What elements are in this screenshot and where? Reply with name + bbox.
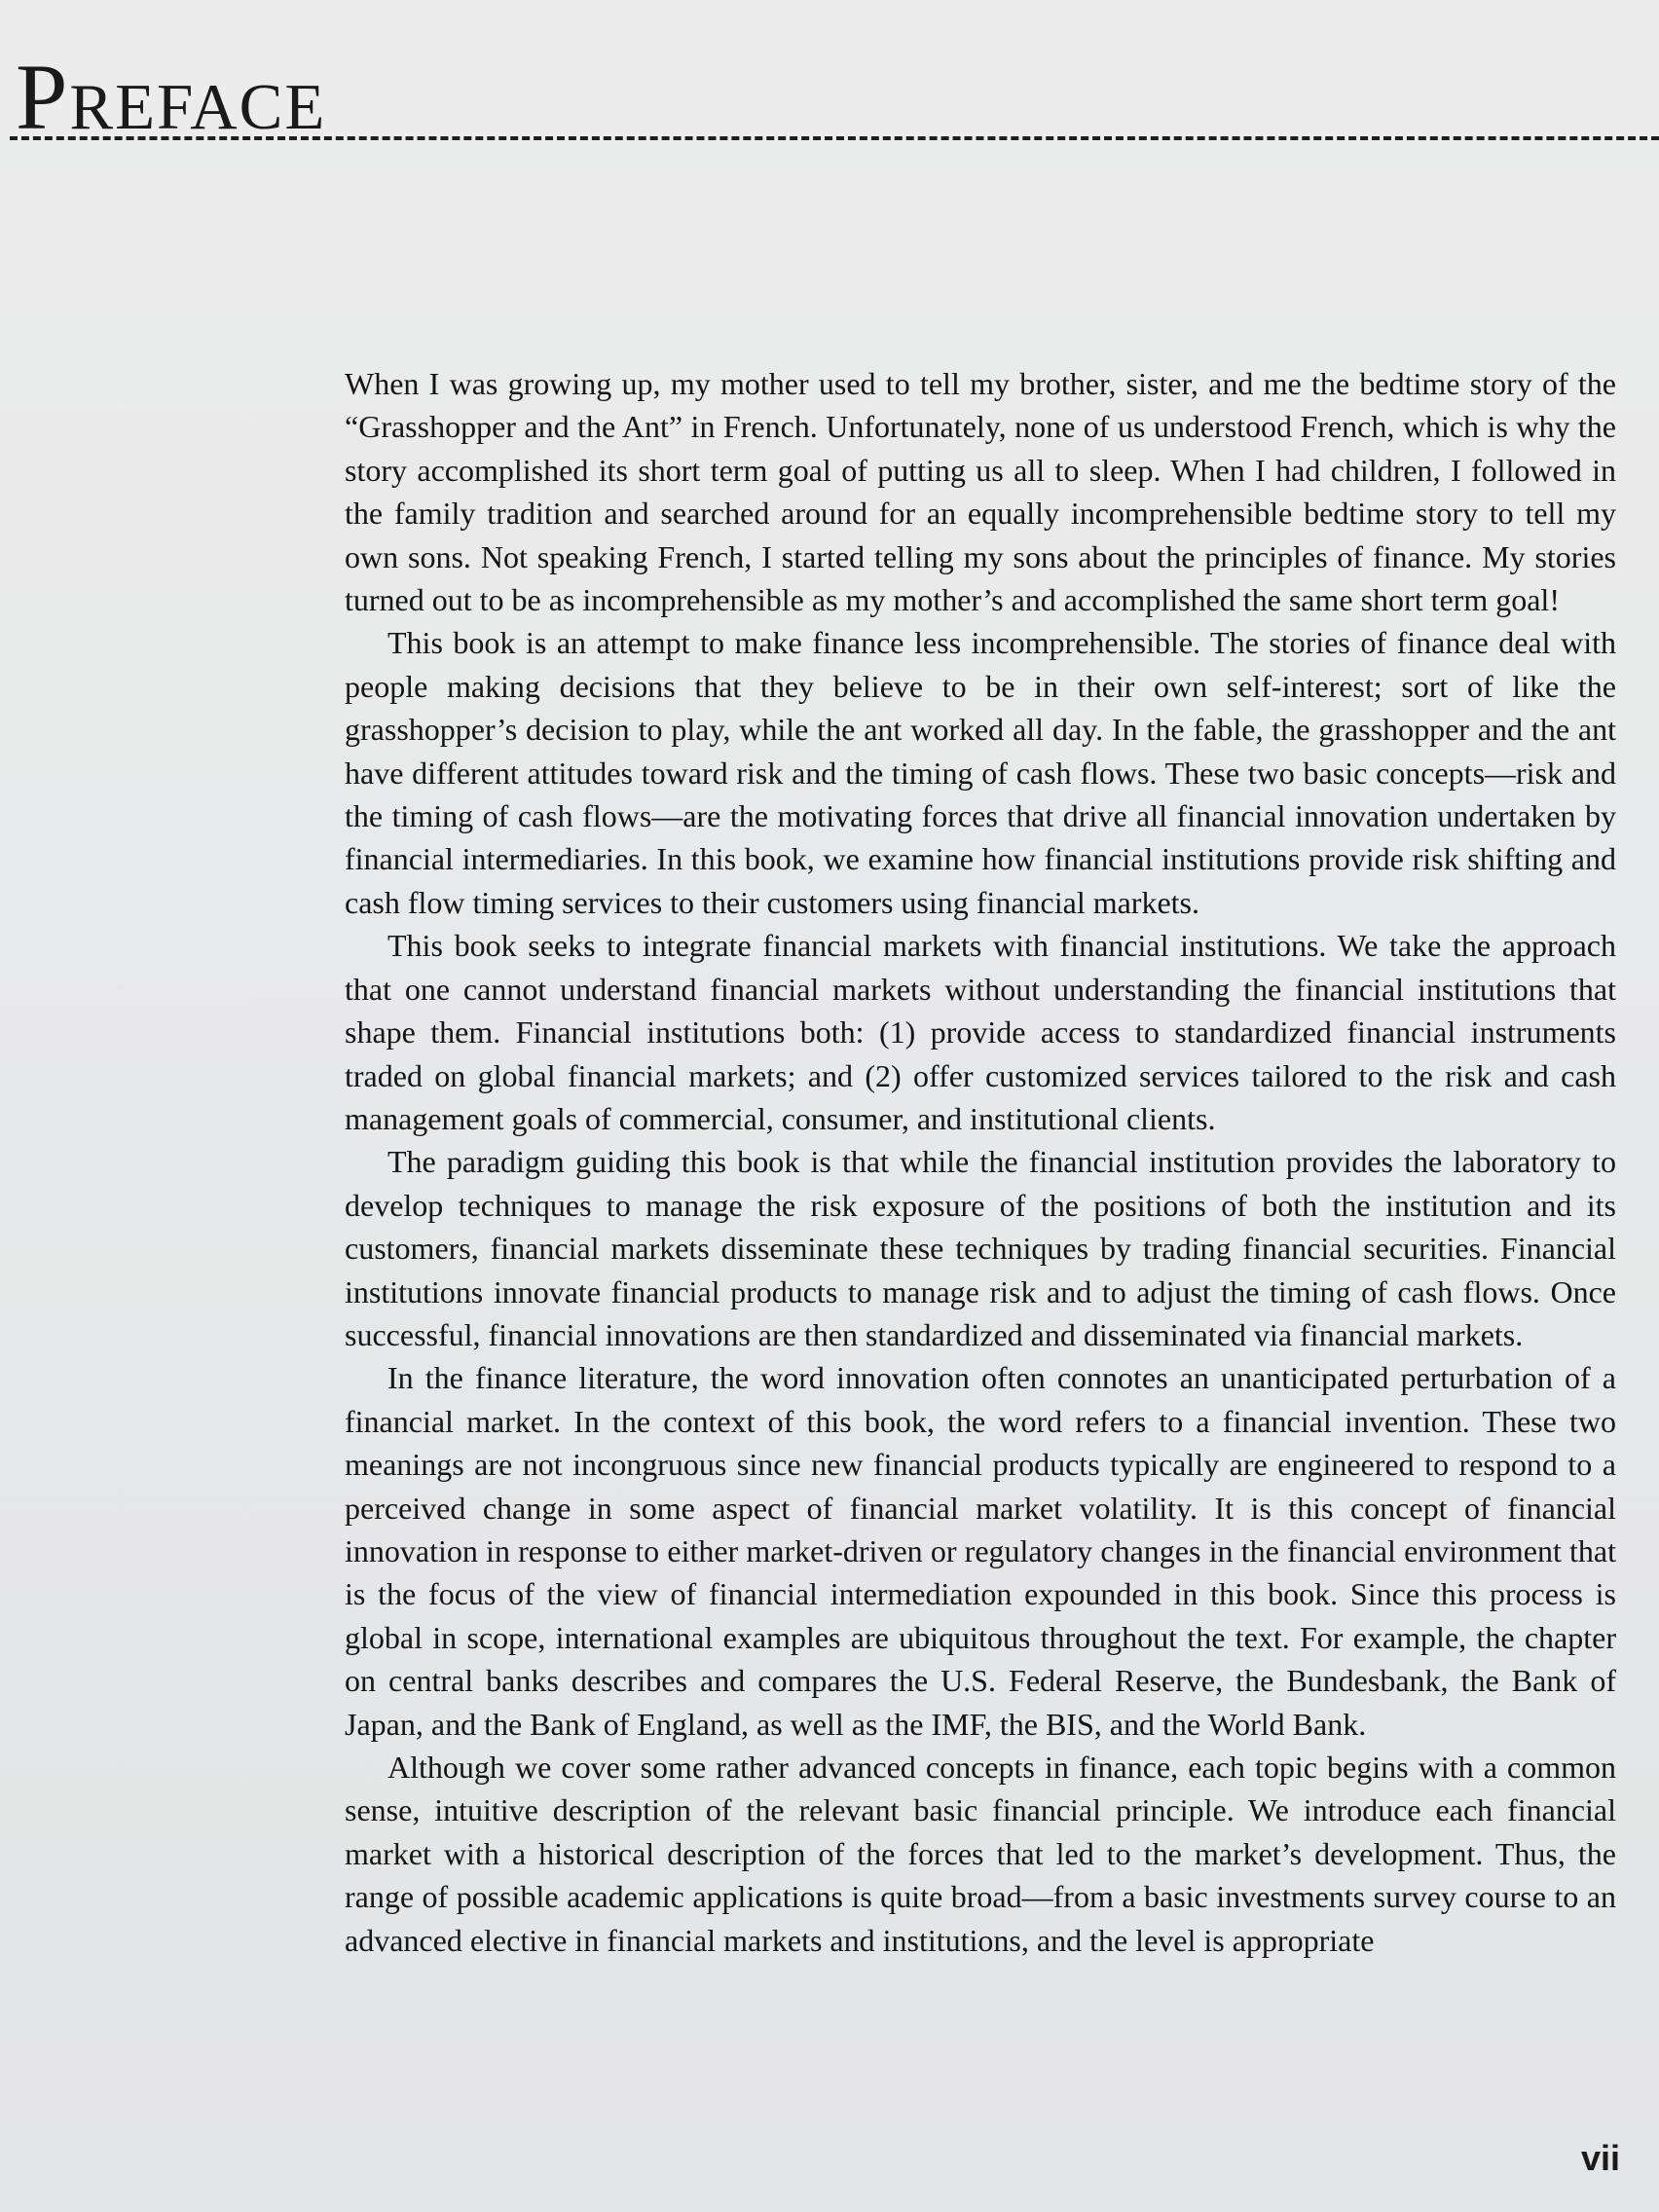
page-number: vii: [1580, 2138, 1620, 2178]
dashed-title-rule: [10, 136, 1659, 140]
paragraph: This book is an attempt to make finance less incomprehensible. The stories of finance deal with people making decisions that they believe to be in their own self-interest; sort of like the grasshopper’s decision to play, while the ant worked all day. In the fable, the grasshopper and the ant have different attitudes toward risk and the timing of cash flows. These two basic concepts—risk and the timing of cash flows—are the motivating forces that drive all financial innovation undertaken by financial intermediaries. In this book, we examine how financial institutions provide risk shifting and cash flow timing services to their customers using financial markets.: [345, 625, 1616, 920]
paragraph: In the finance literature, the word innovation often connotes an unanticipated perturbation of a financial market. In the context of this book, the word refers to a financial invention. These two meanings are not incongruous since new financial products typically are engineered to respond to a perceived change in some aspect of financial market volatility. It is this concept of financial innovation in response to either market-driven or regulatory changes in the financial environment that is the focus of the view of financial intermediation expounded in this book. Since this process is global in scope, international examples are ubiquitous throughout the text. For example, the chapter on central banks describes and compares the U.S. Federal Reserve, the Bundesbank, the Bank of Japan, and the Bank of England, as well as the IMF, the BIS, and the World Bank.: [345, 1360, 1616, 1742]
page-title: Preface: [16, 45, 327, 149]
paragraph: Although we cover some rather advanced concepts in finance, each topic begins with a common sense, intuitive description of the relevant basic financial principle. We introduce each financial market with a historical description of the forces that led to the market’s development. Thus, the range of possible academic applications is quite broad—from a basic investments survey course to an advanced elective in financial markets and institutions, and the level is appropriate: [345, 1750, 1616, 1958]
paragraph: This book seeks to integrate financial markets with financial institutions. We take the approach that one cannot understand financial markets without understanding the financial institutions that shape them. Financial institutions both: (1) provide access to standardized financial instruments traded on global financial markets; and (2) offer customized services tailored to the risk and cash management goals of commercial, consumer, and institutional clients.: [345, 928, 1616, 1136]
paragraph: When I was growing up, my mother used to tell my brother, sister, and me the bedtime story of the “Grasshopper and the Ant” in French. Unfortunately, none of us understood French, which is why the story accomplished its short term goal of putting us all to sleep. When I had children, I followed in the family tradition and searched around for an equally incomprehensible bedtime story to tell my own sons. Not speaking French, I started telling my sons about the principles of finance. My stories turned out to be as incomprehensible as my mother’s and accomplished the same short term goal!: [345, 366, 1616, 618]
body-text: [345, 362, 1616, 1962]
paragraph: The paradigm guiding this book is that while the financial institution provides the laboratory to develop techniques to manage the risk exposure of the positions of both the institution and its customers, financial markets disseminate these techniques by trading financial securities. Financial institutions innovate financial products to manage risk and to adjust the timing of cash flows. Once successful, financial innovations are then standardized and disseminated via financial markets.: [345, 1144, 1616, 1352]
